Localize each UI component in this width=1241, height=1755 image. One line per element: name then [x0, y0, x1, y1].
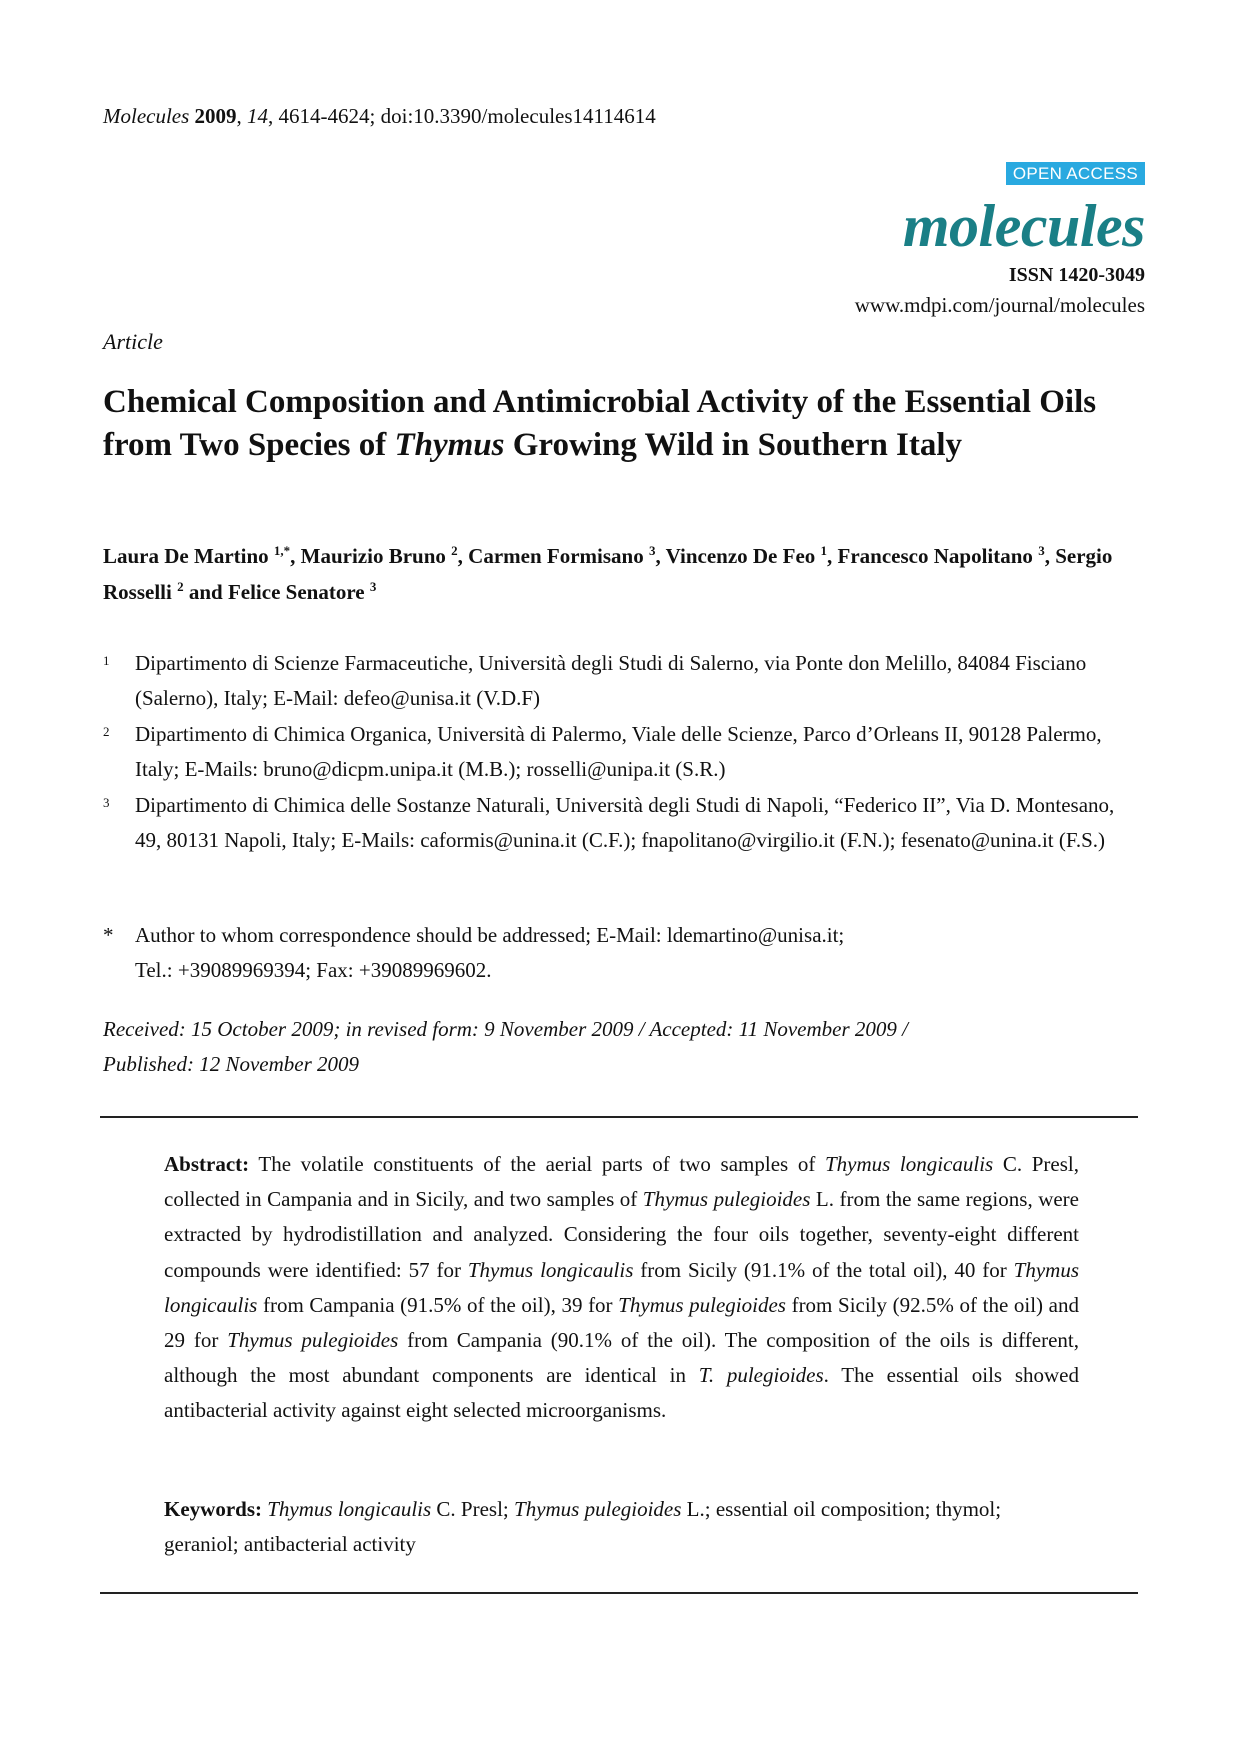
- abstract-text: from Campania (91.5% of the oil), 39 for: [257, 1292, 619, 1317]
- abstract-text: C. Presl, collected in Campania and in Sicily, and two samples of: [164, 1152, 1079, 1212]
- issn: ISSN 1420-3049: [1008, 264, 1145, 286]
- correspondence-mark: *: [103, 923, 114, 947]
- article-type: Article: [103, 329, 163, 354]
- affiliation-number: 3: [103, 795, 110, 810]
- correspondence-line-2: Tel.: +39089969394; Fax: +39089969602.: [135, 958, 492, 982]
- author-name: Maurizio Bruno: [300, 544, 446, 568]
- species-name: Thymus pulegioides: [618, 1292, 786, 1317]
- author-separator: ,: [827, 544, 838, 568]
- affiliation-text: Dipartimento di Chimica delle Sostanze Naturali, Università degli Studi di Napoli, “Federico II”, Via D. Montesano, 49, 80131 Napoli, Italy; E-Mails: caformis@unina.it (C.F.); fnapolitano@virgilio.it (F.N.); fesenato@unina.it (F.S.): [135, 793, 1115, 852]
- affiliation-number: 2: [103, 724, 110, 739]
- author-affiliation-mark: 2: [177, 579, 184, 594]
- affiliation-text: Dipartimento di Scienze Farmaceutiche, Università degli Studi di Salerno, via Ponte don Melillo, 84084 Fisciano (Salerno), Italy; E-Mail: defeo@unisa.it (V.D.F): [135, 651, 1087, 710]
- author-separator: ,: [457, 544, 469, 568]
- species-name: Thymus pulegioides: [514, 1497, 682, 1521]
- abstract-label: Abstract:: [164, 1152, 250, 1176]
- journal-logo: molecules: [902, 193, 1145, 259]
- species-name: Thymus pulegioides: [642, 1187, 811, 1212]
- dates-line-1: Received: 15 October 2009; in revised form: 9 November 2009 / Accepted: 11 November 2009 /: [103, 1017, 908, 1041]
- species-name: Thymus longicaulis: [467, 1257, 634, 1282]
- author-name: Felice Senatore: [227, 580, 365, 604]
- abstract-text: The volatile constituents of the aerial parts of two samples of: [249, 1152, 825, 1176]
- author-name: Sergio Rosselli: [103, 544, 1113, 604]
- author-separator: ,: [655, 544, 666, 568]
- abstract-text: from Sicily (91.1% of the total oil), 40 for: [633, 1257, 1014, 1282]
- affiliation-2: [103, 717, 1143, 787]
- author-affiliation-mark: 1: [820, 543, 828, 558]
- abstract: [164, 1147, 1079, 1429]
- author-name: Vincenzo De Feo: [665, 544, 816, 568]
- bottom-divider: [100, 1592, 1138, 1594]
- title-genus: Thymus: [394, 427, 505, 463]
- citation-pages-doi: , 4614-4624; doi:10.3390/molecules14114614: [268, 104, 656, 128]
- species-name: T. pulegioides: [698, 1363, 824, 1388]
- keywords-label: Keywords:: [164, 1497, 262, 1521]
- affiliation-number: 1: [103, 653, 110, 668]
- journal-url[interactable]: www.mdpi.com/journal/molecules: [854, 293, 1145, 317]
- abstract-text: L. from the same regions, were extracted by hydrodistillation and analyzed. Considering the four oils together, seventy-eight different compounds were identified: 57 for: [164, 1187, 1079, 1282]
- author-name: Francesco Napolitano: [837, 544, 1033, 568]
- citation-volume: 14: [247, 104, 269, 128]
- title-part-1: Chemical Composition and Antimicrobial Activity of the Essential Oils from Two Species of: [103, 384, 1097, 463]
- author-affiliation-mark: 3: [1038, 543, 1045, 558]
- author-name: Carmen Formisano: [468, 544, 644, 568]
- citation-line: Molecules 2009, 14, 4614-4624; doi:10.3390/molecules14114614: [103, 104, 656, 128]
- affiliation-3: [103, 788, 1143, 858]
- species-name: Thymus pulegioides: [227, 1328, 399, 1353]
- correspondence: [103, 918, 1143, 988]
- journal-short-name: Molecules: [103, 104, 190, 128]
- top-divider: [100, 1116, 1138, 1118]
- keywords-text: C. Presl;: [431, 1497, 515, 1521]
- dates-line-2: Published: 12 November 2009: [103, 1052, 360, 1076]
- author-separator: and: [183, 580, 228, 604]
- author-separator: ,: [290, 544, 301, 568]
- citation-year: 2009: [194, 104, 237, 128]
- title-part-2: Growing Wild in Southern Italy: [504, 427, 963, 463]
- abstract-text: . The essential oils showed antibacterial activity against eight selected microorganisms.: [164, 1363, 1079, 1423]
- author-affiliation-mark: 2: [451, 543, 458, 558]
- abstract-text: from Sicily (92.5% of the oil) and 29 for: [164, 1292, 1079, 1353]
- species-name: Thymus longicaulis: [164, 1257, 1080, 1317]
- species-name: Thymus longicaulis: [267, 1497, 432, 1521]
- open-access-badge: OPEN ACCESS: [1006, 162, 1145, 185]
- author-separator: ,: [1044, 544, 1056, 568]
- keywords: [164, 1492, 1079, 1562]
- keywords-text: L.; essential oil composition; thymol; geraniol; antibacterial activity: [164, 1497, 1002, 1556]
- author-affiliation-mark: 1,*: [273, 543, 291, 558]
- species-name: Thymus longicaulis: [824, 1152, 994, 1176]
- author-list: [103, 538, 1143, 610]
- paper-title: [103, 381, 1143, 467]
- author-affiliation-mark: 3: [648, 543, 656, 558]
- author-affiliation-mark: 3: [369, 579, 377, 594]
- affiliation-text: Dipartimento di Chimica Organica, Università di Palermo, Viale delle Scienze, Parco d’Orleans II, 90128 Palermo, Italy; E-Mails: bruno@dicpm.unipa.it (M.B.); rosselli@unipa.it (S.R.): [135, 722, 1102, 781]
- abstract-text: from Campania (90.1% of the oil). The composition of the oils is different, although the most abundant components are identical in: [164, 1328, 1079, 1388]
- affiliation-1: [103, 646, 1143, 716]
- publication-dates: [103, 1012, 1143, 1082]
- author-name: Laura De Martino: [103, 544, 269, 568]
- correspondence-line-1: Author to whom correspondence should be addressed; E-Mail: ldemartino@unisa.it;: [135, 923, 845, 947]
